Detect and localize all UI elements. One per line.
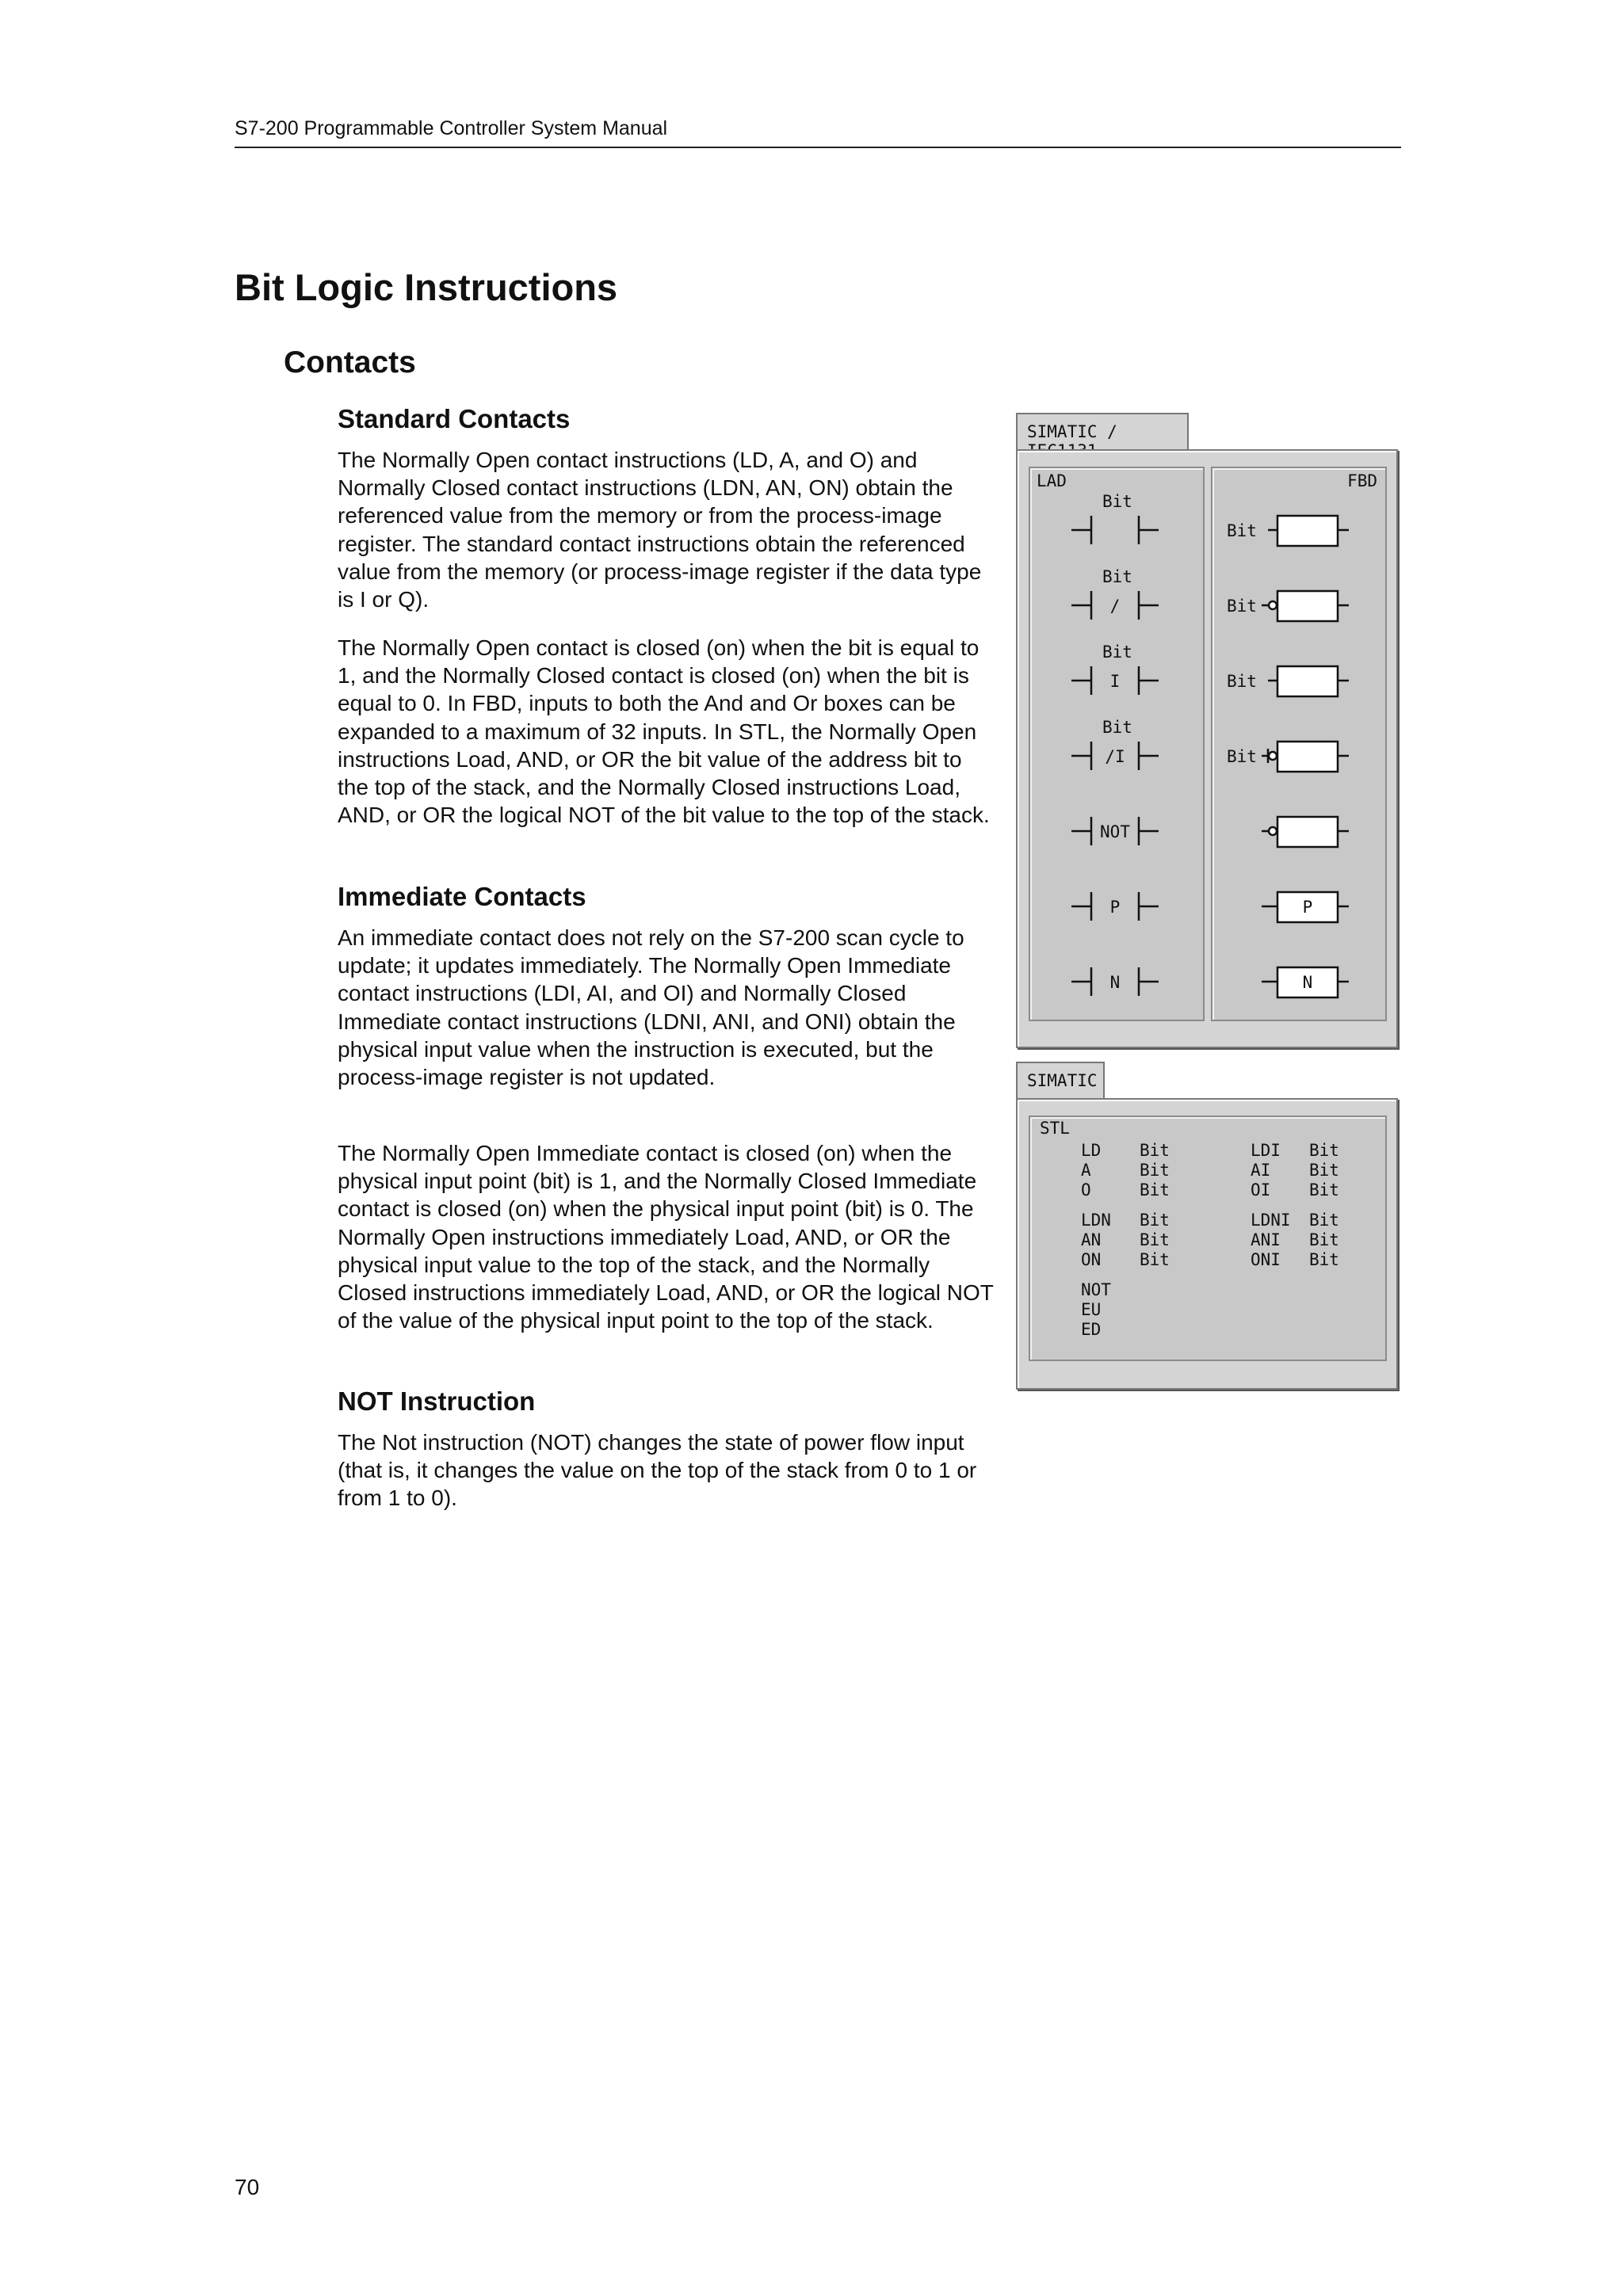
running-header: S7-200 Programmable Controller System Manual xyxy=(235,117,668,139)
fbd-symbol-7: N xyxy=(1302,973,1313,992)
stl-operand: Bit xyxy=(1309,1180,1339,1199)
stl-label: STL xyxy=(1040,1119,1070,1138)
fbd-operand-3: Bit xyxy=(1227,672,1257,691)
lad-symbol-6: P xyxy=(1109,898,1121,917)
lad-symbol-5: NOT xyxy=(1100,822,1130,841)
stl-operand: Bit xyxy=(1140,1180,1170,1199)
header-rule xyxy=(235,147,1401,148)
stl-mnemonic: ED xyxy=(1081,1320,1102,1339)
stl-operand: Bit xyxy=(1140,1141,1170,1160)
lad-operand-4: Bit xyxy=(1102,718,1132,737)
stl-operand: Bit xyxy=(1309,1230,1339,1249)
stl-mnemonic: OI xyxy=(1251,1180,1271,1199)
stl-operand: Bit xyxy=(1309,1211,1339,1230)
lad-operand-2: Bit xyxy=(1102,567,1132,586)
fbd-operand-1: Bit xyxy=(1227,521,1257,540)
heading-not-instruction: NOT Instruction xyxy=(338,1386,536,1416)
paragraph-standard-1: The Normally Open contact instructions (LD, A, and O) and Normally Closed contact instructions (LDN, AN, ON) obtain the referenced value from the memory or from the process-image register. The standard contact instructions obtain the referenced value from the memory (or process-image register if the data type is I or Q). xyxy=(338,448,982,612)
stl-mnemonic: ON xyxy=(1081,1250,1102,1269)
stl-operand: Bit xyxy=(1309,1141,1339,1160)
lad-label: LAD xyxy=(1037,471,1067,490)
paragraph-immediate-1: An immediate contact does not rely on the S7-200 scan cycle to update; it updates immediately. The Normally Open Immediate contact instructions (LDI, AI, and OI) and Normally Closed Immediate contact instructions (LDNI, ANI, and ONI) obtain the physical input value when the instruction is executed, but the process-image register is not updated. xyxy=(338,925,964,1090)
stl-mnemonic: LD xyxy=(1081,1141,1102,1160)
heading-immediate-contacts: Immediate Contacts xyxy=(338,882,586,911)
section-title: Contacts xyxy=(284,345,416,379)
stl-operand: Bit xyxy=(1140,1211,1170,1230)
lad-symbol-7: N xyxy=(1109,973,1121,992)
stl-mnemonic: AN xyxy=(1081,1230,1102,1249)
page-number: 70 xyxy=(235,2175,260,2199)
figure-top-panel xyxy=(1016,449,1398,1048)
lad-symbol-4: /I xyxy=(1105,747,1125,766)
fbd-label: FBD xyxy=(1347,471,1377,490)
tab-simatic[interactable]: SIMATIC xyxy=(1016,1062,1105,1100)
stl-mnemonic: LDN xyxy=(1081,1211,1111,1230)
stl-mnemonic: ONI xyxy=(1251,1250,1281,1269)
stl-operand: Bit xyxy=(1140,1230,1170,1249)
paragraph-immediate-2: The Normally Open Immediate contact is closed (on) when the physical input point (bit) is 1, and the Normally Closed Immediate contact is closed (on) when the physical input point (bit) is 0. The Normally Open instructions immediately Load, AND, or OR the physical input value to the top of the stack, and the Normally Closed instructions immediately Load, AND, or OR the logical NOT of the value of the physical input point to the top of the stack. xyxy=(338,1141,994,1333)
figure-top-graphics xyxy=(1016,449,1398,1048)
lad-operand-1: Bit xyxy=(1102,492,1132,511)
paragraph-not-1: The Not instruction (NOT) changes the state of power flow input (that is, it changes the value on the top of the stack from 0 to 1 or from 1 to 0). xyxy=(338,1430,977,1511)
page-title: Bit Logic Instructions xyxy=(235,266,618,308)
stl-mnemonic: AI xyxy=(1251,1161,1271,1180)
stl-operand: Bit xyxy=(1140,1161,1170,1180)
stl-operand: Bit xyxy=(1309,1250,1339,1269)
lad-symbol-3: I xyxy=(1109,672,1121,691)
tab-simatic-iec1131[interactable]: SIMATIC / xyxy=(1016,413,1189,451)
stl-mnemonic: O xyxy=(1081,1180,1091,1199)
stl-mnemonic: LDI xyxy=(1251,1141,1281,1160)
lad-symbol-2: / xyxy=(1109,597,1121,616)
stl-pane xyxy=(1029,1116,1387,1361)
stl-mnemonic: LDNI xyxy=(1251,1211,1291,1230)
fbd-operand-4: Bit xyxy=(1227,747,1257,766)
stl-mnemonic: NOT xyxy=(1081,1280,1111,1299)
stl-operand: Bit xyxy=(1309,1161,1339,1180)
fbd-operand-2: Bit xyxy=(1227,597,1257,616)
stl-mnemonic: ANI xyxy=(1251,1230,1281,1249)
stl-mnemonic: EU xyxy=(1081,1300,1102,1319)
stl-operand: Bit xyxy=(1140,1250,1170,1269)
paragraph-standard-2: The Normally Open contact is closed (on) when the bit is equal to 1, and the Normally Closed contact is closed (on) when the bit is equal to 0. In FBD, inputs to both the And and Or boxes can be expanded to a maximum of 32 inputs. In STL, the Normally Open instructions Load, AND, or OR the bit value of the address bit to the top of the stack, and the Normally Closed instructions Load, AND, or OR the logical NOT of the bit value to the top of the stack. xyxy=(338,635,990,828)
lad-operand-3: Bit xyxy=(1102,643,1132,662)
stl-mnemonic: A xyxy=(1081,1161,1091,1180)
fbd-symbol-6: P xyxy=(1302,898,1313,917)
figure-bottom-panel xyxy=(1016,1098,1398,1390)
heading-standard-contacts: Standard Contacts xyxy=(338,404,571,433)
